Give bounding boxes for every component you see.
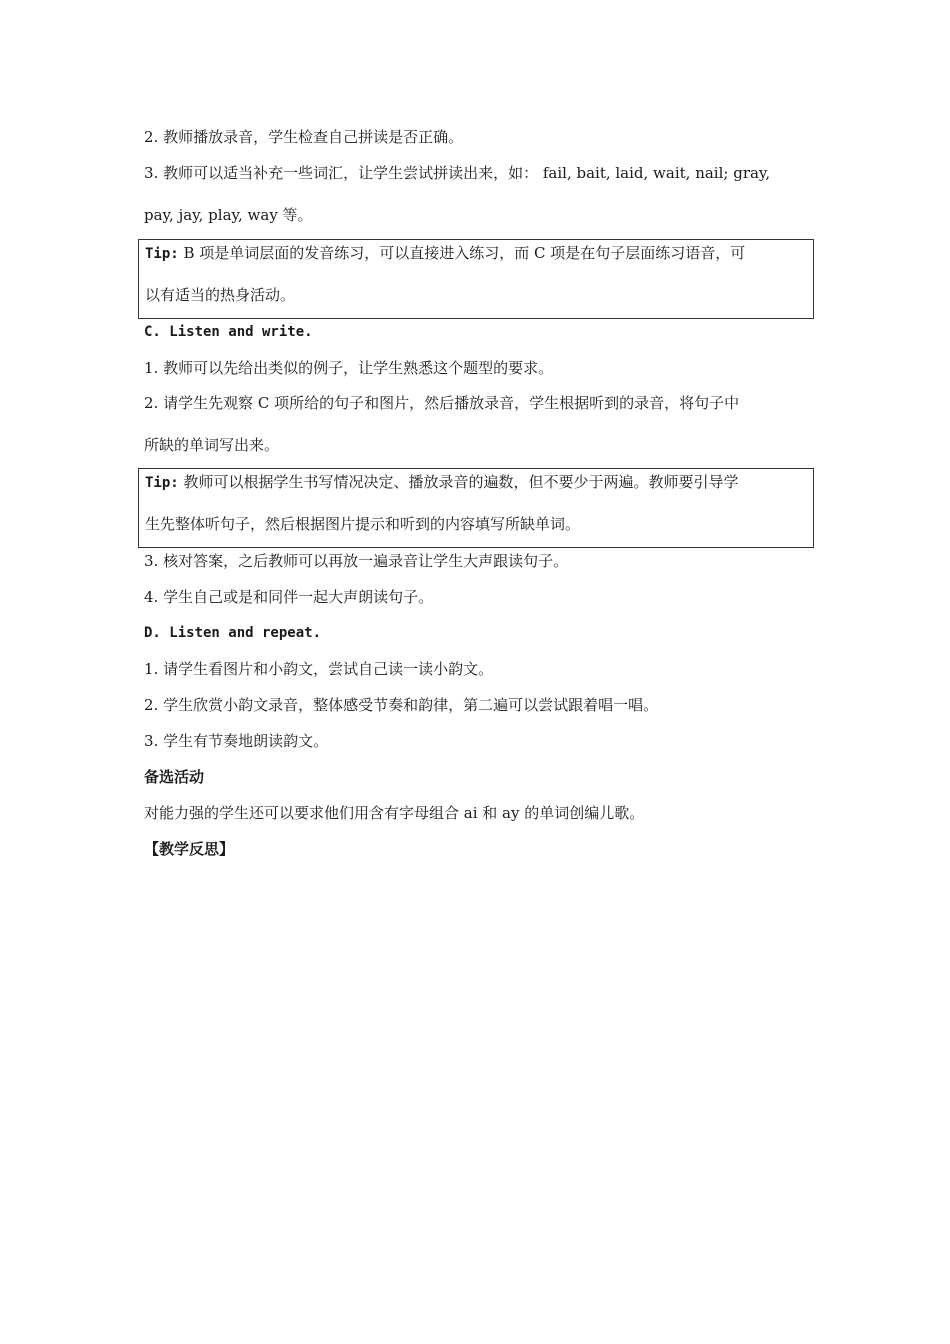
- step-b3-line2: pay, jay, play, way 等。: [144, 206, 313, 224]
- step-c2-line2: 所缺的单词写出来。: [144, 436, 280, 454]
- optional-activity-heading: 备选活动: [144, 768, 205, 786]
- tip2-line2: 生先整体听句子，然后根据图片提示和听到的内容填写所缺单词。: [145, 515, 581, 533]
- section-c-heading: C. Listen and write.: [144, 324, 313, 340]
- tip1-text-1: B 项是单词层面的发音练习，可以直接进入练习，而 C 项是在句子层面练习语音，可: [178, 244, 746, 262]
- tip1-label: Tip:: [145, 246, 179, 262]
- optional-activity-text: 对能力强的学生还可以要求他们用含有字母组合 ai 和 ay 的单词创编儿歌。: [144, 804, 645, 822]
- step-b2: 2. 教师播放录音，学生检查自己拼读是否正确。: [144, 128, 464, 146]
- step-c4: 4. 学生自己或是和同伴一起大声朗读句子。: [144, 588, 434, 606]
- tip-box-1: [138, 239, 814, 319]
- tip2-label: Tip:: [145, 475, 179, 491]
- step-c2-line1: 2. 请学生先观察 C 项所给的句子和图片，然后播放录音，学生根据听到的录音，将句子中: [144, 394, 740, 412]
- tip2-line1: [145, 471, 739, 494]
- step-c1: 1. 教师可以先给出类似的例子，让学生熟悉这个题型的要求。: [144, 359, 554, 377]
- step-c3: 3. 核对答案，之后教师可以再放一遍录音让学生大声跟读句子。: [144, 552, 569, 570]
- tip-box-2: [138, 468, 814, 548]
- step-d2: 2. 学生欣赏小韵文录音，整体感受节奏和韵律，第二遍可以尝试跟着唱一唱。: [144, 696, 659, 714]
- reflection-heading: 【教学反思】: [144, 840, 235, 858]
- tip2-text-1: 教师可以根据学生书写情况决定、播放录音的遍数，但不要少于两遍。教师要引导学: [178, 473, 739, 491]
- step-b3-line1: 3. 教师可以适当补充一些词汇，让学生尝试拼读出来，如： fail, bait, laid, wait, nail; gray,: [144, 164, 771, 182]
- section-d-heading: D. Listen and repeat.: [144, 625, 322, 641]
- step-d3: 3. 学生有节奏地朗读韵文。: [144, 732, 329, 750]
- tip1-line2: 以有适当的热身活动。: [145, 286, 296, 304]
- tip1-line1: [145, 242, 745, 265]
- step-d1: 1. 请学生看图片和小韵文，尝试自己读一读小韵文。: [144, 660, 494, 678]
